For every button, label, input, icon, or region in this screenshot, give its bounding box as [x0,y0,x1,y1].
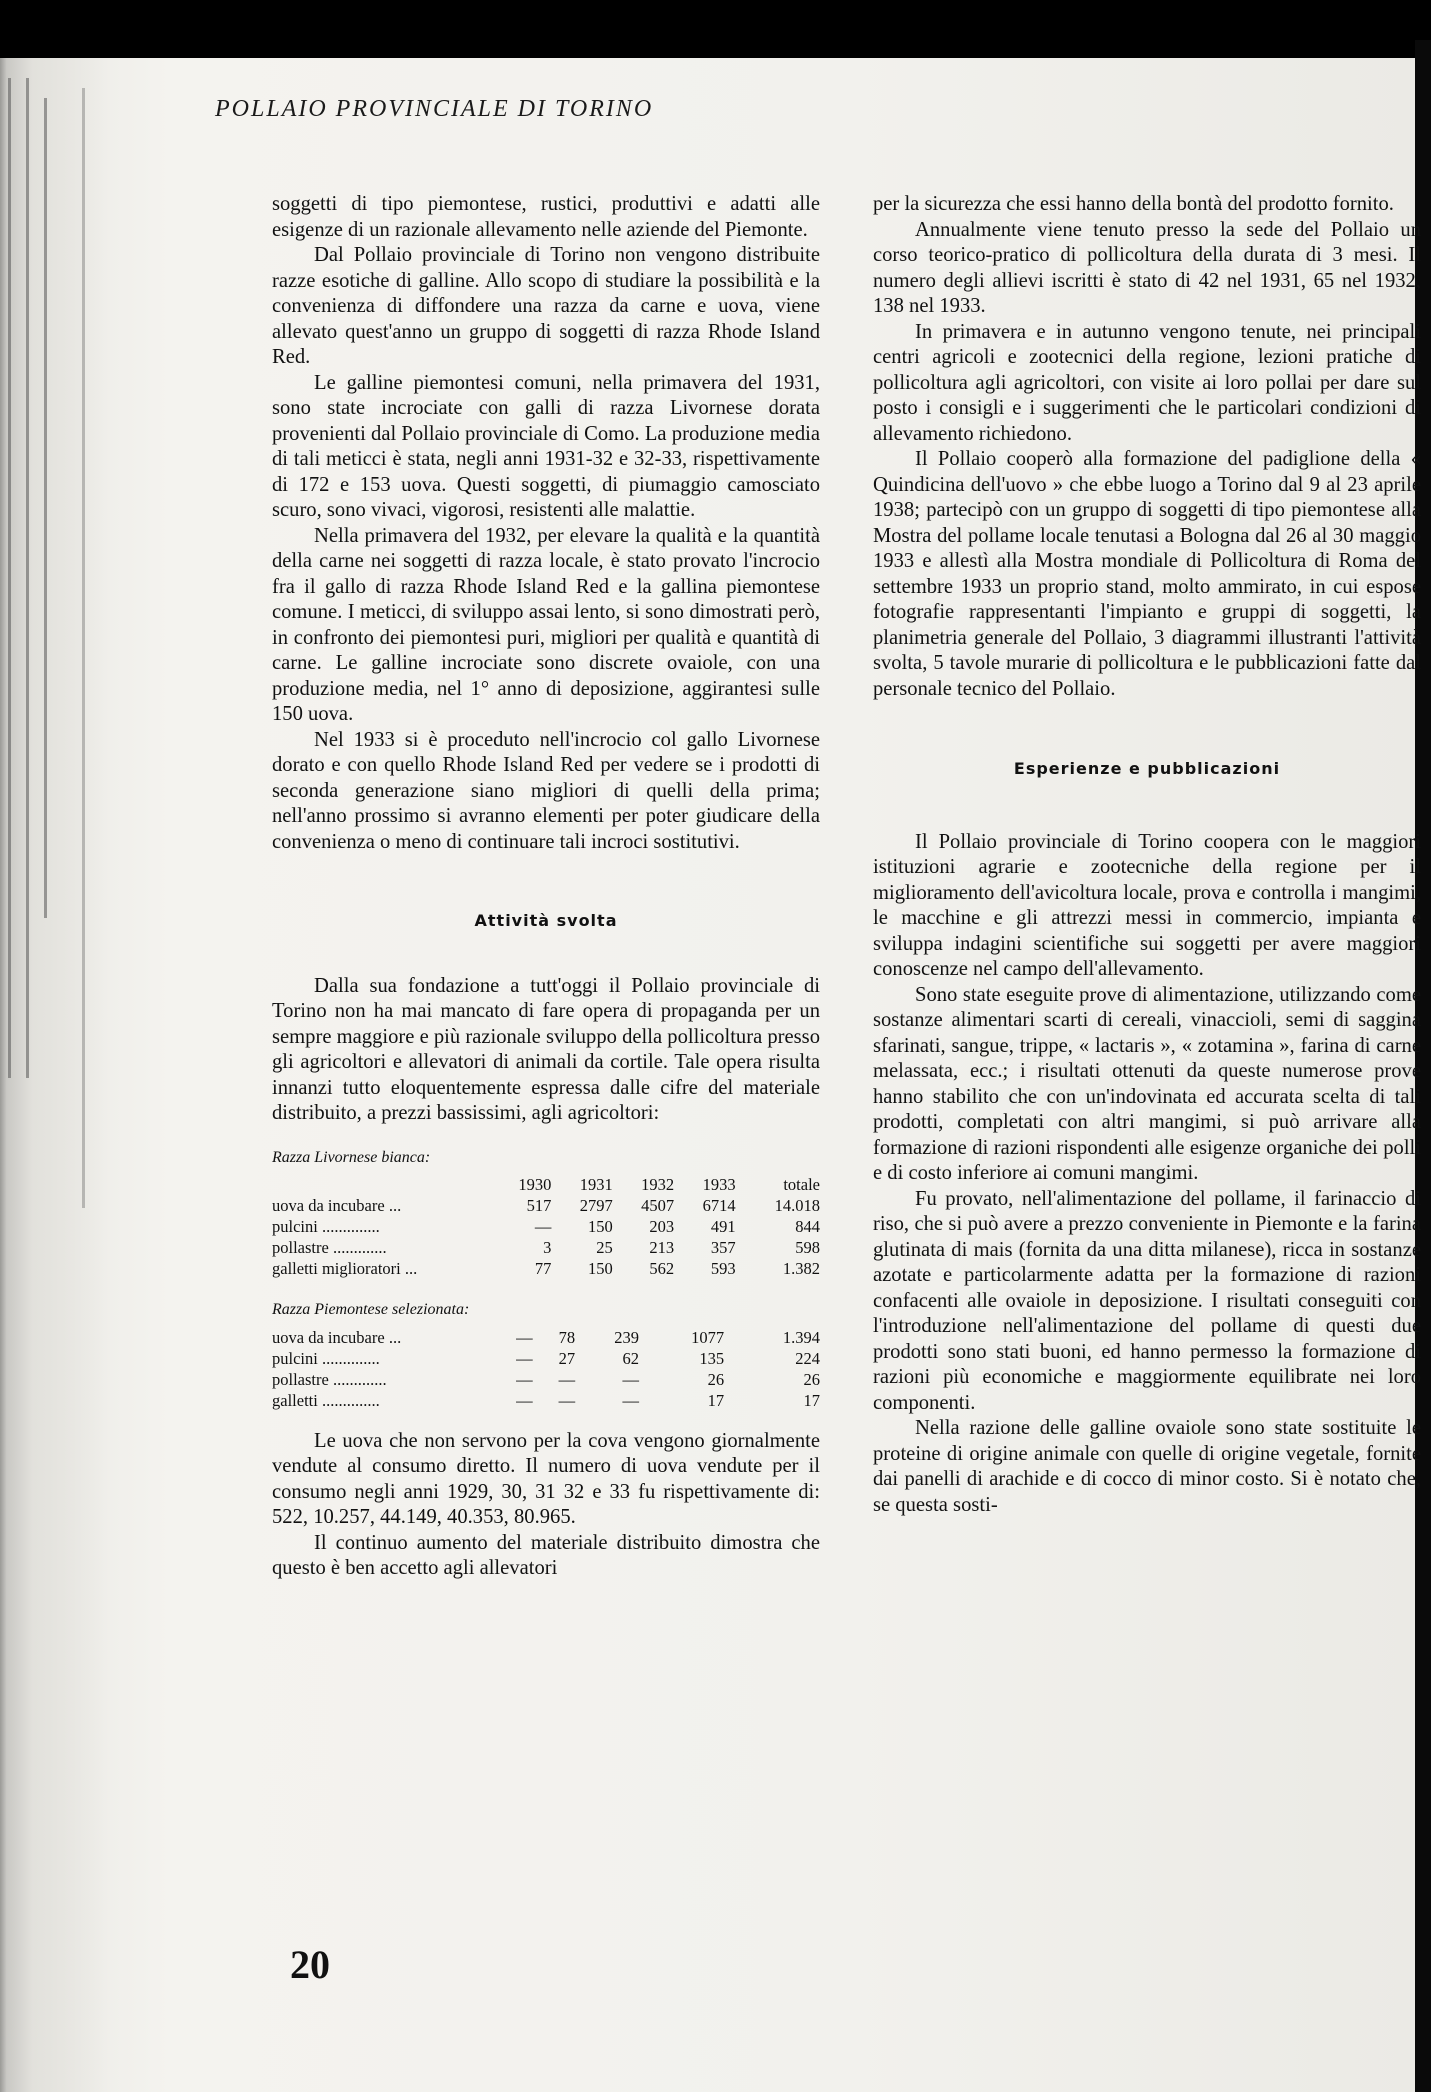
row-label: galletti .............. [272,1390,380,1410]
table-caption-livornese: Razza Livornese bianca: [272,1148,431,1166]
row-label: pollastre ............. [272,1238,387,1257]
table-cell: 1.382 [782,1259,820,1278]
table-cell: — [516,1327,533,1347]
table-cell: 224 [795,1348,820,1368]
table-cell: 517 [526,1196,552,1215]
running-title: POLLAIO PROVINCIALE DI TORINO [215,96,654,122]
table-header-blank [272,1174,490,1195]
paragraph: Annualmente viene tenuto presso la sede del Pollaio un corso teorico-pratico di pollicoltura della durata di 3 mesi. Il numero degli allievi iscritti è stato di 42 nel 1931, 65 nel 1932, 138 nel 1933. [873,218,1421,317]
table-cell: — [534,1217,552,1236]
table-cell: 598 [795,1238,820,1257]
table-cell: 25 [596,1238,613,1257]
table-row [272,1390,820,1411]
table-row [272,1258,820,1279]
table-cell: 6714 [702,1196,736,1215]
table-cell: — [558,1369,576,1389]
table-cell: 17 [803,1390,820,1410]
paragraph: Nella primavera del 1932, per elevare la qualità e la quantità della carne nei soggetti di razza locale, è stato provato l'incrocio fra il gallo di razza Rhode Island Red e la gallina piemontese comune. I meticci, di sviluppo assai lento, si sono dimostrati però, in confronto dei piemontesi puri, migliori per qualità e quantità di carne. Le galline incrociate sono discrete ovaiole, con una produzione media, nel 1° anno di deposizione, aggirantesi sulle 150 uova. [272,524,820,725]
distribution-table-livornese [272,1174,820,1279]
table-cell: — [558,1390,576,1410]
table-cell: 844 [795,1217,820,1236]
table-cell: — [622,1390,640,1410]
table-cell: — [622,1369,640,1389]
table-cell: 77 [534,1259,552,1278]
table-row [272,1327,820,1348]
spine-line [8,78,11,1078]
table-row [272,1237,820,1258]
table-header-row [272,1174,820,1195]
row-label: galletti miglioratori ... [272,1259,418,1278]
table-cell: — [516,1369,533,1389]
row-label: uova da incubare ... [272,1196,402,1215]
column-header: 1931 [579,1175,613,1194]
paragraph: soggetti di tipo piemontese, rustici, produttivi e adatti alle esigenze di un razionale allevamento nelle aziende del Piemonte. [272,193,820,241]
paragraph: Nella razione delle galline ovaiole sono state sostituite le proteine di origine animale con quelle di origine vegetale, fornite dai panelli di arachide e di cocco di minor costo. Si è notato che, se questa sosti- [873,1417,1421,1516]
table-cell: 3 [543,1238,552,1257]
table-cell: 357 [710,1238,736,1257]
paragraph: Il continuo aumento del materiale distribuito dimostra che questo è ben accetto agli allevatori [272,1531,820,1579]
section-heading-esperienze: Esperienze e pubblicazioni [1013,759,1281,778]
paragraph: Le uova che non servono per la cova vengono giornalmente vendute al consumo diretto. Il numero di uova vendute per il consumo negli anni 1929, 30, 31 32 e 33 fu rispettivamente di: 522, 10.257, 44.149, 40.353, 80.965. [272,1429,820,1528]
paragraph: Dal Pollaio provinciale di Torino non vengono distribuite razze esotiche di galline. Allo scopo di studiare la possibilità e la convenienza di diffondere una razza da carne e uova, viene allevato quest'anno un gruppo di soggetti di razza Rhode Island Red. [272,244,820,368]
column-header: 1933 [702,1175,736,1194]
table-cell: 150 [588,1217,613,1236]
table-cell: 26 [803,1369,820,1389]
table-caption-piemontese: Razza Piemontese selezionata: [272,1301,470,1318]
table-row [272,1369,820,1390]
book-spine-shadow [0,58,110,2092]
distribution-table-piemontese [272,1327,820,1411]
paragraph: Dalla sua fondazione a tutt'oggi il Pollaio provinciale di Torino non ha mai mancato di fare opera di propaganda per un sempre maggiore e più razionale sviluppo della pollicoltura presso gli agricoltori e allevatori di animali da cortile. Tale opera risulta innanzi tutto eloquentemente espressa dalle cifre del materiale distribuito, a prezzi bassissimi, agli agricoltori: [272,974,820,1124]
row-label: pulcini .............. [272,1217,380,1236]
row-label: pulcini .............. [272,1348,380,1368]
table-cell: 27 [558,1348,576,1368]
paragraph: per la sicurezza che essi hanno della bontà del prodotto fornito. [873,193,1394,215]
spine-line [82,88,85,1208]
table-row [272,1348,820,1369]
table-cell: 2797 [579,1196,613,1215]
column-header: 1930 [518,1175,552,1194]
table-cell: 1077 [691,1327,725,1347]
spine-line [26,78,29,1078]
table-cell: 78 [558,1327,576,1347]
table-cell: 239 [614,1327,640,1347]
left-column [272,192,820,1582]
table-cell: 62 [622,1348,640,1368]
paragraph: Fu provato, nell'alimentazione del pollame, il farinaccio di riso, che si può avere a prezzo conveniente in Piemonte e la farina glutinata di mais (fornita da una ditta milanese), ricca in sostanze azotate e particolarmente adatta per la formazione di razioni confacenti alle ovaiole in deposizione. I risultati conseguiti con l'introduzione nell'alimentazione del pollame di questi due prodotti sono stati buoni, ed hanno permesso la formazione di razioni più economiche e maggiormente equilibrate nei loro componenti. [873,1187,1421,1414]
table-cell: 213 [649,1238,675,1257]
document-page [0,58,1421,2092]
page-number: 20 [290,1942,330,1987]
table-cell: 26 [707,1369,725,1389]
table-row [272,1195,820,1216]
table-cell: 135 [699,1348,725,1368]
table-cell: — [516,1390,533,1410]
row-label: pollastre ............. [272,1369,387,1389]
table-cell: — [516,1348,533,1368]
row-label: uova da incubare ... [272,1327,402,1347]
paragraph: In primavera e in autunno vengono tenute, nei principali centri agricoli e zootecnici della regione, lezioni pratiche di pollicoltura agli agricoltori, con visite ai loro pollai per dare sul posto i consigli e i suggerimenti che le particolari condizioni di allevamento richiedono. [873,320,1421,445]
column-header: totale [783,1175,820,1194]
table-cell: 150 [588,1259,613,1278]
column-header: 1932 [641,1175,675,1194]
table-cell: 491 [710,1217,736,1236]
spine-line [44,98,47,918]
table-cell: 562 [649,1259,675,1278]
table-row [272,1216,820,1237]
table-cell: 14.018 [774,1196,820,1215]
paragraph: Il Pollaio cooperò alla formazione del padiglione della « Quindicina dell'uovo » che ebbe luogo a Torino dal 9 al 23 aprile 1938; partecipò con un gruppo di soggetti di tipo piemontese alla Mostra del pollame locale tenutasi a Bologna dal 26 al 30 maggio 1933 e allestì alla Mostra mondiale di Pollicoltura di Roma del settembre 1933 un proprio stand, molto ammirato, in cui espose fotografie rappresentanti l'impianto e gruppi di soggetti, la planimetria generale del Pollaio, 3 diagrammi illustranti l'attività svolta, 5 tavole murarie di pollicoltura e le pubblicazioni fatte dal personale tecnico del Pollaio. [873,448,1421,700]
paragraph: Sono state eseguite prove di alimentazione, utilizzando come sostanze alimentari scarti di cereali, vinaccioli, semi di saggina sfarinati, sangue, trippe, « lactaris », « zotamina », farina di carne melassata, ecc.; i risultati ottenuti da queste numerose prove hanno stabilito che con un'indovinata ed accurata scelta di tali prodotti, completati con altri mangimi, si può arrivare alla formazione di razioni rispondenti alle esigenze organiche dei polli e di costo inferiore ai comuni mangimi. [873,983,1421,1184]
table-cell: 1.394 [782,1327,820,1347]
table-cell: 593 [710,1259,736,1278]
table-cell: 203 [649,1217,675,1236]
paragraph: Il Pollaio provinciale di Torino coopera con le maggiori istituzioni agrarie e zootecniche della regione per il miglioramento dell'avicoltura locale, prova e controlla i mangimi, le macchine e gli attrezzi messi in commercio, impianta e sviluppa indagini scientifiche sui soggetti per avere maggiori conoscenze nel campo dell'allevamento. [873,830,1421,980]
section-heading-attivita: Attività svolta [474,911,618,930]
paragraph: Nel 1933 si è proceduto nell'incrocio col gallo Livornese dorato e con quello Rhode Island Red per vedere se i prodotti di seconda generazione siano migliori di quelli della prima; nell'anno prossimo si avranno elementi per poter giudicare della convenienza o meno di continuare tali incroci sostitutivi. [272,728,820,853]
table-cell: 4507 [641,1196,675,1215]
table-cell: 17 [707,1390,725,1410]
right-column [873,192,1421,1518]
paragraph: Le galline piemontesi comuni, nella primavera del 1931, sono state incrociate con galli di razza Livornese dorata provenienti dal Pollaio provinciale di Como. La produzione media di tali meticci è stata, negli anni 1931-32 e 32-33, rispettivamente di 172 e 153 uova. Questi soggetti, di piumaggio camosciato scuro, sono vivaci, vigorosi, resistenti alle malattie. [272,371,820,521]
